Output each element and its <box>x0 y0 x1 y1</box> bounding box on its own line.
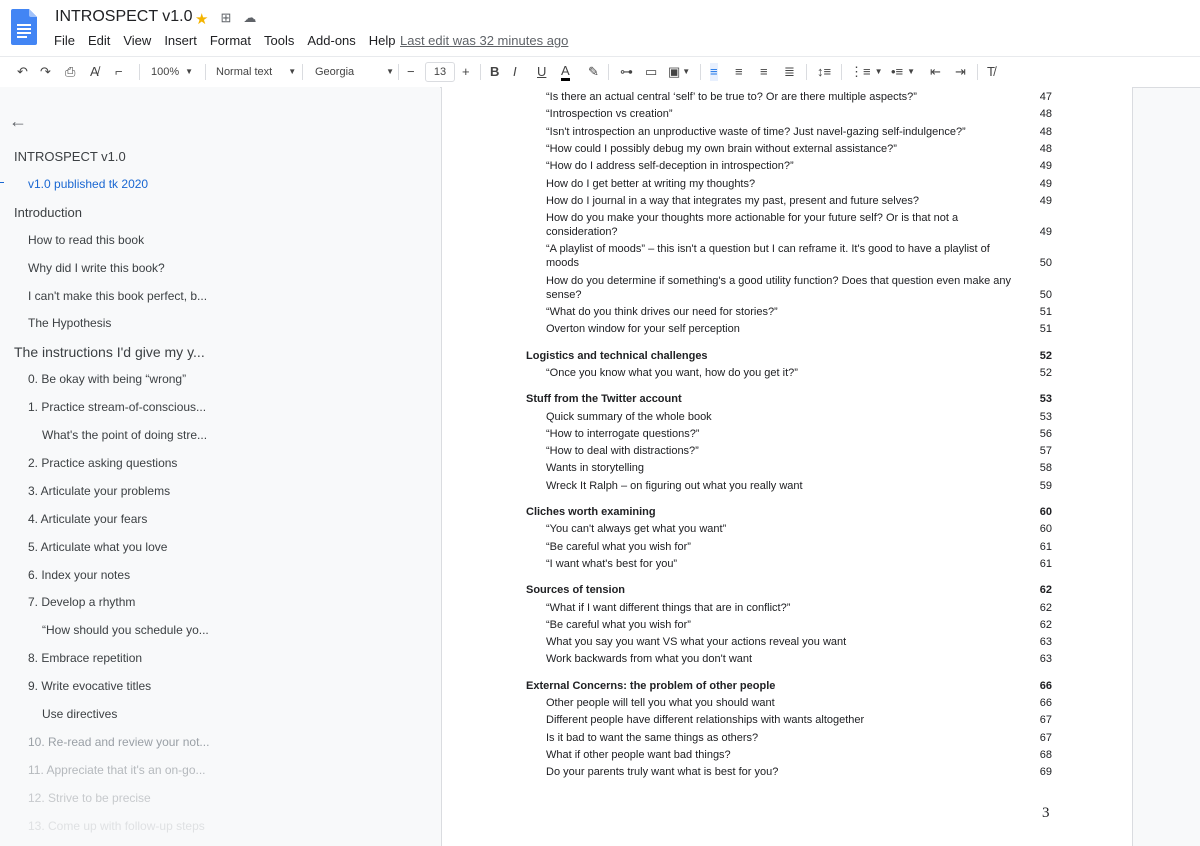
toolbar <box>0 56 1200 88</box>
toc-page-number: 49 <box>1039 226 1052 239</box>
font-size-input[interactable]: 13 <box>425 62 455 82</box>
outline-item[interactable]: The instructions I'd give my y... <box>14 344 205 361</box>
font-select[interactable] <box>315 63 394 81</box>
toc-page-number: 56 <box>1039 427 1052 440</box>
toc-entry-text[interactable]: Sources of tension <box>526 584 626 597</box>
bold-button[interactable]: B <box>490 64 500 79</box>
outline-item[interactable]: How to read this book <box>28 232 145 247</box>
toc-entry-text[interactable]: Other people will tell you what you should want <box>546 697 775 709</box>
outline-item[interactable]: 13. Come up with follow-up steps <box>28 818 205 833</box>
toc-entry-text[interactable]: Work backwards from what you don't want <box>546 653 753 666</box>
page-number: 3 <box>1042 805 1050 821</box>
toc-entry-text[interactable]: “Introspection vs creation” <box>546 108 673 121</box>
toc-page-number: 48 <box>1039 125 1052 138</box>
toc-entry-text[interactable]: How do you determine if something's a good utility function? Does that question even make any <box>546 274 1011 287</box>
toc-entry-text[interactable]: Stuff from the Twitter account <box>526 393 682 406</box>
chevron-down-icon: ▼ <box>288 67 297 76</box>
clear-formatting-icon[interactable]: T̸ <box>987 64 995 79</box>
toc-page-number: 50 <box>1039 257 1052 270</box>
toc-page-number: 69 <box>1039 766 1052 779</box>
toc-entry-text[interactable]: What you say you want VS what your actions reveal you want <box>546 636 847 649</box>
toc-page-number: 68 <box>1039 748 1052 761</box>
menu-bar <box>54 33 396 48</box>
toc-page-number: 62 <box>1039 601 1052 614</box>
zoom-select[interactable] <box>151 63 193 81</box>
comment-icon[interactable]: ▭ <box>645 64 658 79</box>
outline-item[interactable]: Why did I write this book? <box>28 260 165 275</box>
outline-item[interactable]: 5. Articulate what you love <box>28 539 168 554</box>
toc-page-number: 52 <box>1039 349 1052 362</box>
toc-entry-text[interactable]: How do I get better at writing my thoughts? <box>546 177 756 190</box>
paint-format-icon[interactable]: ⌐ <box>115 64 123 79</box>
toc-entry-text[interactable]: Do your parents truly want what is best for you? <box>546 766 779 779</box>
back-arrow-icon[interactable]: ← <box>9 111 27 131</box>
outline-item[interactable]: 8. Embrace repetition <box>28 651 143 666</box>
document-title[interactable]: INTROSPECT v1.0 <box>55 8 193 25</box>
toc-page-number: 49 <box>1039 177 1052 190</box>
highlight-icon[interactable]: ✎ <box>588 64 599 79</box>
toc-page-number: 47 <box>1039 91 1052 103</box>
toc-entry-text[interactable]: Logistics and technical challenges <box>526 349 708 362</box>
toc-entry-text[interactable]: “Be careful what you wish for” <box>546 618 691 631</box>
toc-page-number: 66 <box>1039 697 1052 709</box>
print-icon[interactable]: ⎙ <box>65 64 76 79</box>
outline-item[interactable]: v1.0 published tk 2020 <box>28 176 149 191</box>
toc-page-number: 49 <box>1039 160 1052 173</box>
star-icon[interactable]: ★ <box>195 11 209 28</box>
docs-logo-icon[interactable] <box>11 9 37 45</box>
toc-page-number: 59 <box>1039 479 1052 492</box>
insert-image-icon[interactable]: ▣ ▼ <box>668 64 691 79</box>
toc-page-number: 50 <box>1039 288 1052 301</box>
toc-entry-text[interactable]: Wreck It Ralph – on figuring out what you really want <box>546 479 803 492</box>
toc-page-number: 63 <box>1039 653 1052 666</box>
toc-page-number: 49 <box>1039 194 1052 207</box>
font-value: Georgia <box>315 66 355 78</box>
toc-entry-text[interactable]: “Is there an actual central ‘self’ to be true to? Or are there multiple aspects?” <box>546 91 917 103</box>
chevron-down-icon: ▼ <box>185 67 194 76</box>
toc-page-number: 67 <box>1039 731 1052 744</box>
outline-item[interactable]: “How should you schedule yo... <box>42 623 209 638</box>
zoom-value: 100% <box>151 66 180 78</box>
active-indicator <box>0 182 4 183</box>
outline-item[interactable]: 2. Practice asking questions <box>28 455 178 470</box>
outline-item[interactable]: I can't make this book perfect, b... <box>28 288 208 303</box>
toc-entry-text[interactable]: “How could I possibly debug my own brain without external assistance?” <box>546 142 897 155</box>
toc-page-number: 62 <box>1039 618 1052 631</box>
line-spacing-icon[interactable]: ↕≡ <box>817 64 832 79</box>
underline-button[interactable]: U <box>537 64 547 79</box>
toc-page-number: 53 <box>1039 410 1052 423</box>
outline-item[interactable]: 0. Be okay with being “wrong” <box>28 372 187 387</box>
menu-tools[interactable]: Tools <box>264 33 295 48</box>
toc-entry-text[interactable]: “A playlist of moods” – this isn't a question but I can reframe it. It's good to have a playlist of <box>546 243 990 256</box>
outline-item[interactable]: 9. Write evocative titles <box>28 679 152 694</box>
text-color-button[interactable]: A <box>561 63 570 81</box>
toc-page-number: 53 <box>1039 393 1052 406</box>
outline-item[interactable]: Use directives <box>42 707 118 721</box>
toc-entry-text[interactable]: External Concerns: the problem of other people <box>526 679 776 692</box>
menu-view[interactable]: View <box>123 33 152 48</box>
outline-item[interactable]: 3. Articulate your problems <box>28 483 171 498</box>
toc-entry-text[interactable]: “I want what's best for you” <box>546 557 678 570</box>
toc-entry-text[interactable]: Cliches worth examining <box>526 506 656 518</box>
toc-page-number: 61 <box>1039 540 1052 553</box>
menu-help[interactable]: Help <box>368 33 396 48</box>
toc-page-number: 57 <box>1039 445 1052 458</box>
toc-entry-text[interactable]: “Isn't introspection an unproductive waste of time? Just navel-gazing self-indulgence?” <box>546 125 966 138</box>
toc-page-number: 58 <box>1039 462 1052 475</box>
toc-page-number: 61 <box>1039 557 1052 570</box>
menu-addons[interactable]: Add-ons <box>307 33 356 48</box>
numbered-list-icon[interactable]: ⋮≡ ▼ <box>850 64 883 79</box>
justify-icon[interactable]: ≣ <box>784 64 795 79</box>
cloud-status-icon[interactable]: ☁ <box>243 10 257 25</box>
toc-page-number: 62 <box>1039 584 1052 597</box>
toc-entry-text[interactable]: How do you make your thoughts more actionable for your future self? Or is that not a <box>546 212 959 225</box>
toc-entry-text[interactable]: Overton window for your self perception <box>546 323 740 336</box>
italic-button[interactable]: I <box>513 64 517 79</box>
toc-entry-text-continued[interactable]: moods <box>546 257 580 270</box>
menu-format[interactable]: Format <box>209 33 251 48</box>
increase-indent-icon[interactable]: ⇥ <box>955 64 966 79</box>
toc-entry-text-continued[interactable]: sense? <box>546 288 582 301</box>
document-page[interactable] <box>441 87 1133 846</box>
redo-icon[interactable]: ↷ <box>40 64 51 79</box>
style-select[interactable] <box>216 63 296 81</box>
outline-item[interactable]: 6. Index your notes <box>28 567 131 582</box>
toc-entry-text[interactable]: Is it bad to want the same things as others? <box>546 731 759 744</box>
bulleted-list-icon[interactable]: •≡ ▼ <box>891 64 916 79</box>
outline-item[interactable]: 4. Articulate your fears <box>28 511 148 526</box>
toc-page-number: 52 <box>1039 366 1052 379</box>
align-left-icon[interactable]: ≡ <box>710 64 718 79</box>
increase-font-size-button[interactable]: + <box>462 64 470 79</box>
move-folder-icon[interactable]: ⊞ <box>220 10 232 25</box>
toc-page-number: 60 <box>1039 523 1052 536</box>
style-value: Normal text <box>216 66 273 78</box>
outline-item[interactable]: 11. Appreciate that it's an on-go... <box>28 762 206 777</box>
undo-icon[interactable]: ↶ <box>17 64 28 79</box>
outline-item[interactable]: 7. Develop a rhythm <box>28 595 136 610</box>
outline-item[interactable]: INTROSPECT v1.0 <box>14 149 126 164</box>
toc-entry-text[interactable]: “How to deal with distractions?” <box>546 445 699 458</box>
toc-page-number: 67 <box>1039 714 1052 727</box>
menu-edit[interactable]: Edit <box>87 33 111 48</box>
toc-page-number: 66 <box>1039 679 1052 692</box>
toc-entry-text[interactable]: “You can't always get what you want” <box>546 523 727 536</box>
menu-insert[interactable]: Insert <box>164 33 197 48</box>
toc-page-number: 48 <box>1039 142 1052 155</box>
toc-page-number: 51 <box>1039 323 1052 336</box>
outline-item[interactable]: What's the point of doing stre... <box>42 428 208 442</box>
chevron-down-icon: ▼ <box>386 67 395 76</box>
toc-entry-text[interactable]: “What if I want different things that are in conflict?” <box>546 601 791 614</box>
decrease-font-size-button[interactable]: − <box>407 64 415 79</box>
document-outline <box>0 87 440 846</box>
toc-entry-text[interactable]: What if other people want bad things? <box>546 748 731 761</box>
toc-entry-text[interactable]: Different people have different relationships with wants altogether <box>546 714 865 727</box>
spellcheck-icon[interactable]: A̸ <box>90 64 99 79</box>
toc-page-number: 60 <box>1039 506 1052 518</box>
align-center-icon[interactable]: ≡ <box>735 64 743 79</box>
toc-entry-text[interactable]: “What do you think drives our need for stories?” <box>546 306 778 318</box>
toc-entry-text[interactable]: Quick summary of the whole book <box>546 410 712 423</box>
top-bar <box>0 0 1200 56</box>
decrease-indent-icon[interactable]: ⇤ <box>930 64 941 79</box>
toc-entry-text[interactable]: “Be careful what you wish for” <box>546 540 691 553</box>
align-right-icon[interactable]: ≡ <box>760 64 768 79</box>
outline-item[interactable]: 12. Strive to be precise <box>28 790 151 805</box>
toc-entry-text-continued[interactable]: consideration? <box>546 226 618 239</box>
outline-item[interactable]: 1. Practice stream-of-conscious... <box>28 400 207 415</box>
menu-file[interactable]: File <box>54 33 75 48</box>
link-icon[interactable]: ⊶ <box>620 64 633 79</box>
toc-entry-text[interactable]: Wants in storytelling <box>546 462 645 475</box>
toc-entry-text[interactable]: “Once you know what you want, how do you get it?” <box>546 366 798 379</box>
outline-item[interactable]: 10. Re-read and review your not... <box>28 734 210 749</box>
toc-page-number: 51 <box>1039 306 1052 318</box>
toc-page-number: 63 <box>1039 636 1052 649</box>
outline-item[interactable]: The Hypothesis <box>28 316 112 331</box>
toc-page-number: 48 <box>1039 108 1052 121</box>
toc-entry-text[interactable]: “How do I address self-deception in introspection?” <box>546 160 794 173</box>
last-edit-link[interactable]: Last edit was 32 minutes ago <box>400 33 569 48</box>
toc-entry-text[interactable]: How do I journal in a way that integrates my past, present and future selves? <box>546 194 919 207</box>
toc-entry-text[interactable]: “How to interrogate questions?” <box>546 427 700 440</box>
outline-item[interactable]: Introduction <box>14 204 82 220</box>
